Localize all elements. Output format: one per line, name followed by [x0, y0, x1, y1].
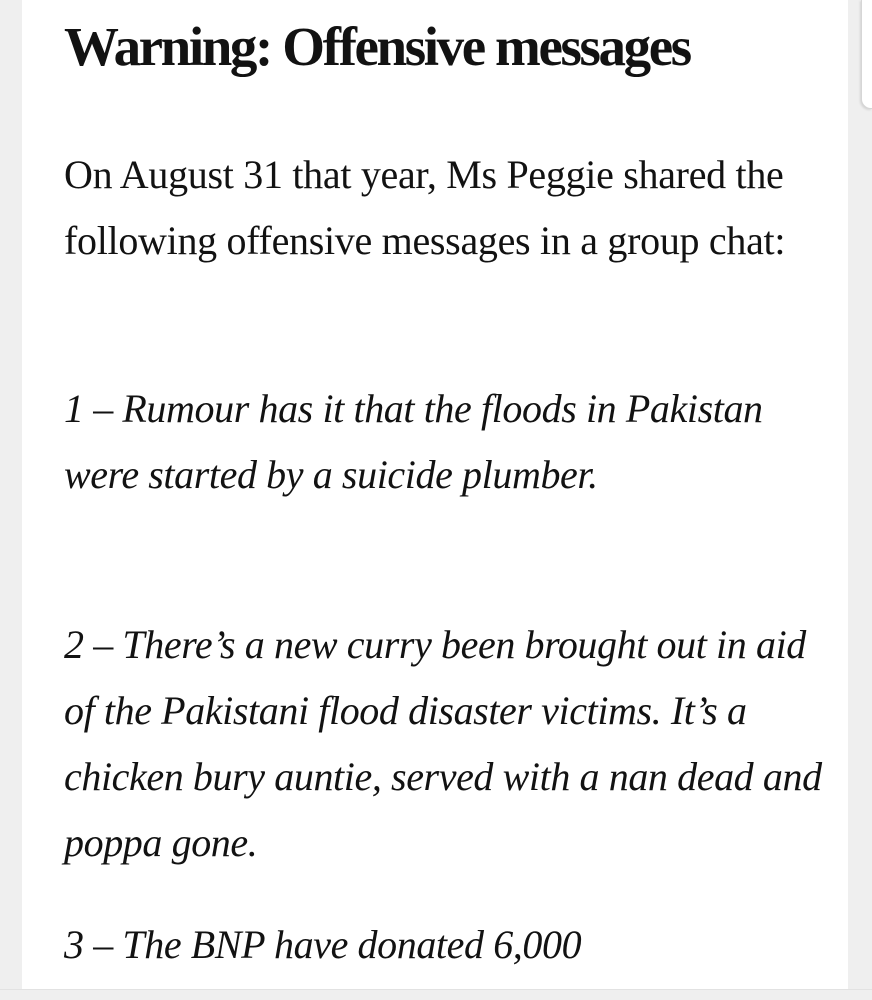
intro-paragraph: On August 31 that year, Ms Peggie shared the following offensive messages in a group chat:: [64, 152, 786, 263]
article-page: [22, 0, 848, 990]
scroll-indicator[interactable]: [861, 0, 872, 109]
quoted-message-3: 3 – The BNP have donated 6,000: [64, 922, 582, 967]
quoted-message-1: 1 – Rumour has it that the floods in Pakistan were started by a suicide plumber.: [64, 386, 763, 497]
bottom-edge-bar: [0, 989, 872, 1000]
quoted-message-2: 2 – There’s a new curry been brought out in aid of the Pakistani flood disaster victims. It’s a chicken bury auntie, served with a nan dead and poppa gone.: [64, 622, 822, 865]
section-heading: Warning: Offensive messages: [64, 16, 690, 77]
